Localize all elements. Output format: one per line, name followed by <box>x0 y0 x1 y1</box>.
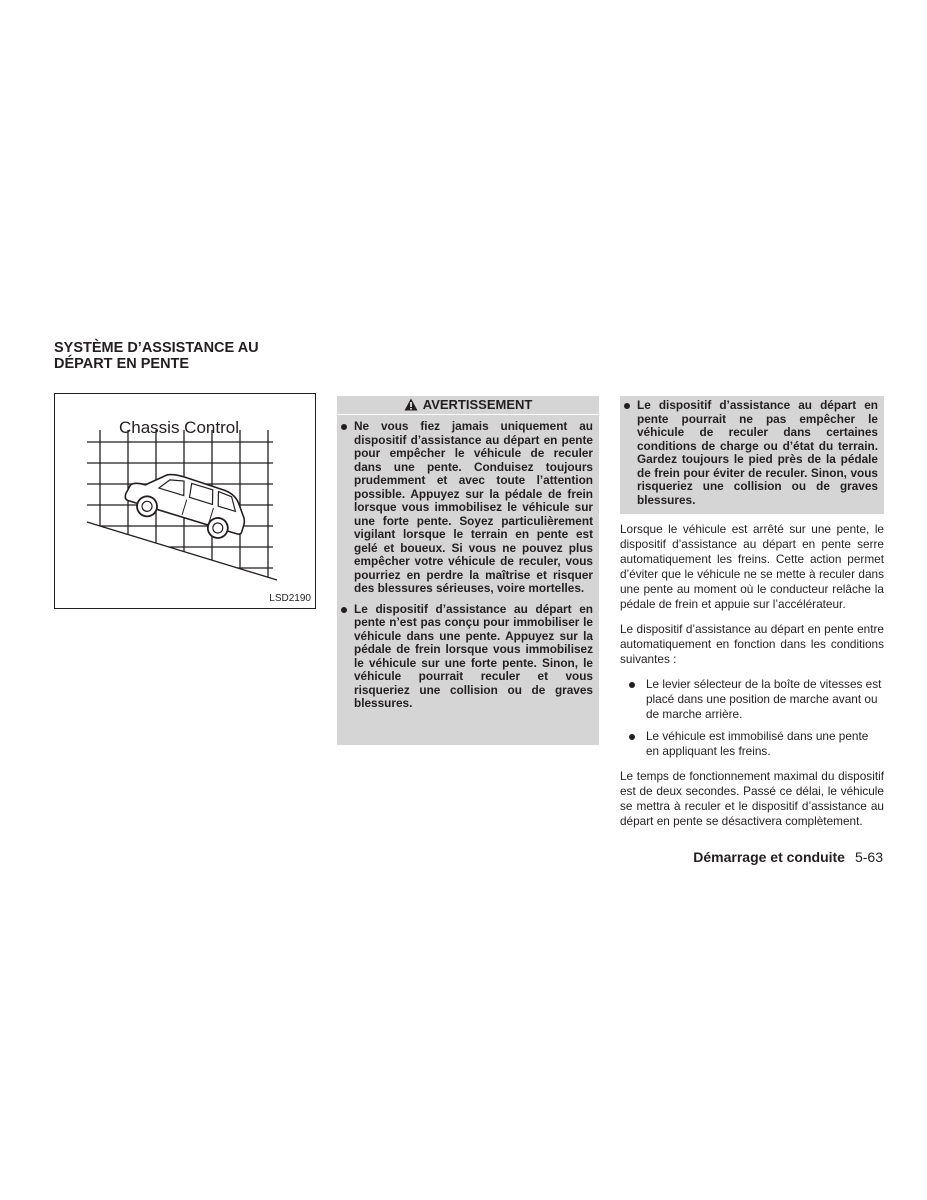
hill-start-figure <box>54 393 316 609</box>
body-paragraph: Le temps de fonctionnement maximal du dispositif est de deux secondes. Passé ce délai, le véhicule se mettra à reculer et le dispositif d’assistance au départ en pente se désactivera complètement. <box>620 769 884 828</box>
section-title-line1: SYSTÈME D’ASSISTANCE AU <box>54 340 259 356</box>
chapter-title: Démarrage et conduite <box>693 849 845 865</box>
warning-box <box>337 396 599 745</box>
warning-item: Ne vous fiez jamais uniquement au dispositif d’assistance au départ en pente pour empêcher le véhicule de reculer dans une pente. Conduisez toujours prudemment et avec toute l’attention possible. Appuyez sur la pédale de frein lorsque vous immobilisez le véhicule sur une forte pente. Soyez particulièrement vigilant lorsque le terrain en pente est gelé et boueux. Si vous ne pouvez plus empêcher votre véhicule de reculer, vous pourriez en perdre la maîtrise et risquer des blessures sérieuses, voire mortelles. <box>354 419 593 595</box>
page-number: 5-63 <box>854 849 883 865</box>
warning-triangle-icon <box>404 398 418 411</box>
screen-title: Chassis Control <box>119 418 239 437</box>
condition-item: Le levier sélecteur de la boîte de vitesses est placé dans une position de marche avant ou de marche arrière. <box>646 677 884 722</box>
page-footer <box>693 848 883 866</box>
figure-code: LSD2190 <box>269 593 311 604</box>
body-text-column <box>620 522 884 839</box>
warning-list-continued <box>620 399 884 507</box>
conditions-list <box>620 677 884 759</box>
body-paragraph: Le dispositif d’assistance au départ en pente entre automatiquement en fonction dans les conditions suivantes : <box>620 622 884 666</box>
warning-item: Le dispositif d’assistance au départ en pente pourrait ne pas empêcher le véhicule de reculer dans certaines conditions de charge ou d’état du terrain. Gardez toujours le pied près de la pédale de frein pour éviter de reculer. Sinon, vous risqueriez une collision ou de graves blessures. <box>637 398 878 507</box>
warning-heading: AVERTISSEMENT <box>422 397 533 412</box>
chassis-control-illustration <box>55 394 315 608</box>
suv-icon <box>121 462 252 545</box>
section-title <box>54 340 314 372</box>
body-paragraph: Lorsque le véhicule est arrêté sur une pente, le dispositif d’assistance au départ en pente serre automatiquement les freins. Cette action permet d’éviter que le véhicule ne se mette à reculer dans une pente au moment où le conducteur relâche la pédale de frein et appuie sur l’accélérateur. <box>620 522 884 611</box>
warning-box-continued <box>620 396 884 514</box>
section-title-line2: DÉPART EN PENTE <box>54 356 190 372</box>
warning-header <box>337 396 599 415</box>
warning-item: Le dispositif d’assistance au départ en pente n’est pas conçu pour immobiliser le véhicule dans une pente. Appuyez sur la pédale de frein lorsque vous immobilisez le véhicule sur une forte pente. Sinon, le véhicule pourrait reculer et vous risqueriez une collision ou de graves blessures. <box>354 601 593 710</box>
warning-list <box>337 420 599 711</box>
condition-item: Le véhicule est immobilisé dans une pente en appliquant les freins. <box>646 729 884 759</box>
